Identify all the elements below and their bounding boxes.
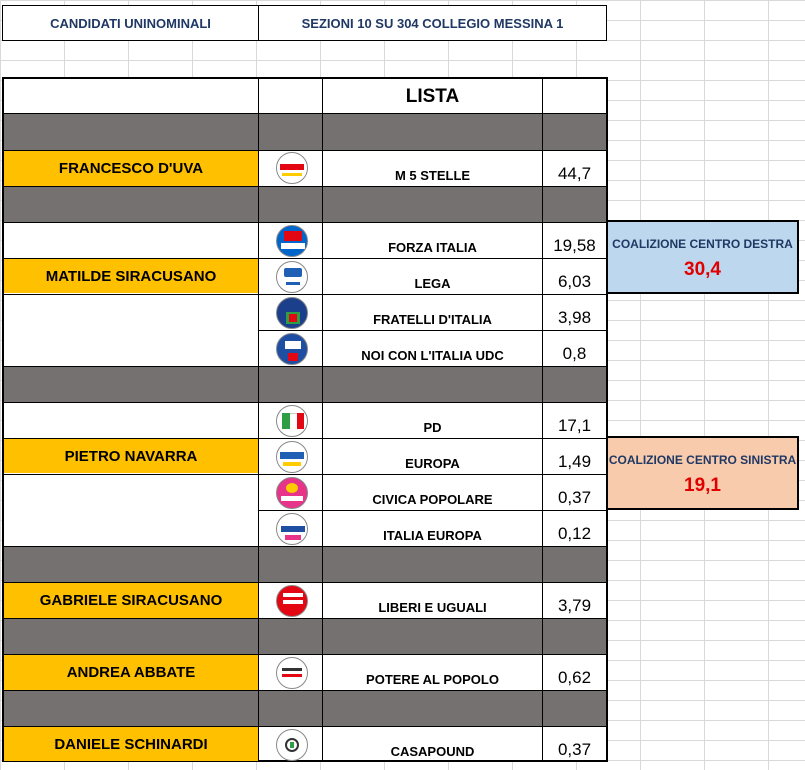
party-name <box>323 655 542 690</box>
separator-row <box>4 546 606 582</box>
party-value-text: 0,62 <box>557 668 592 687</box>
movimento-5-stelle-logo <box>276 152 308 184</box>
party-value-text: 0,12 <box>557 524 592 543</box>
party-value-text: 1,49 <box>557 452 592 471</box>
party-name <box>323 295 542 330</box>
party-value-text: 19,58 <box>553 236 596 255</box>
section-header <box>258 5 607 41</box>
civica-popolare-logo <box>276 477 308 509</box>
party-name-text: LIBERI E UGUALI <box>378 600 487 615</box>
party-name-text: LEGA <box>414 276 451 291</box>
candidate-cell <box>4 727 258 761</box>
party-name-text: CASAPOUND <box>390 744 475 759</box>
party-value-text: 44,7 <box>557 164 592 183</box>
fratelli-ditalia-logo <box>276 297 308 329</box>
party-value-text: 3,79 <box>557 596 592 615</box>
forza-italia-logo <box>276 225 308 257</box>
potere-al-popolo-logo <box>276 657 308 689</box>
separator-row <box>4 366 606 402</box>
party-name <box>323 403 542 438</box>
party-value-text: 0,8 <box>562 344 587 363</box>
party-name-text: EUROPA <box>405 456 460 471</box>
party-name-text: M 5 STELLE <box>394 168 471 183</box>
separator-row <box>4 618 606 654</box>
piu-europa-logo <box>276 441 308 473</box>
coalition-sinistra-value: 19,1 <box>684 475 721 496</box>
party-name <box>323 583 542 618</box>
lista-header <box>323 80 542 113</box>
candidate-name: GABRIELE SIRACUSANO <box>39 592 223 609</box>
party-name-text: FORZA ITALIA <box>388 240 477 255</box>
separator-row <box>4 690 606 726</box>
party-value-text: 3,98 <box>557 308 592 327</box>
party-value <box>543 151 606 186</box>
party-value <box>543 295 606 330</box>
party-name <box>323 475 542 510</box>
column-divider <box>258 78 259 761</box>
candidate-cell <box>4 259 258 293</box>
party-value <box>543 403 606 438</box>
noi-con-litalia-logo <box>276 333 308 365</box>
party-value-text: 6,03 <box>557 272 592 291</box>
party-value <box>543 331 606 366</box>
party-name <box>323 259 542 294</box>
candidate-name: DANIELE SCHINARDI <box>54 735 208 753</box>
candidate-name: ANDREA ABBATE <box>66 664 196 681</box>
candidate-cell <box>4 655 258 690</box>
casapound-logo <box>276 729 308 761</box>
party-value-text: 0,37 <box>557 740 592 759</box>
pd-logo <box>276 405 308 437</box>
party-name-text: CIVICA POPOLARE <box>372 492 493 507</box>
separator-row <box>4 186 606 222</box>
party-value <box>543 223 606 258</box>
party-value-text: 0,37 <box>557 488 592 507</box>
liberi-e-uguali-logo <box>276 585 308 617</box>
party-name-text: NOI CON L'ITALIA UDC <box>361 348 504 363</box>
lega-logo <box>276 261 308 293</box>
party-name-text: PD <box>423 420 442 435</box>
coalition-destra-value: 30,4 <box>684 259 721 280</box>
coalition-sinistra-box <box>606 436 799 510</box>
party-name <box>323 439 542 474</box>
party-value <box>543 583 606 618</box>
insieme-logo <box>276 513 308 545</box>
coalition-sinistra-label: COALIZIONE CENTRO SINISTRA <box>608 453 797 467</box>
party-name <box>323 331 542 366</box>
party-value <box>543 511 606 546</box>
party-name <box>323 511 542 546</box>
separator-row <box>4 114 606 150</box>
party-name-text: ITALIA EUROPA <box>383 528 482 543</box>
lista-header-text: LISTA <box>405 85 460 107</box>
section-header-text: SEZIONI 10 SU 304 COLLEGIO MESSINA 1 <box>301 15 564 31</box>
coalition-destra-label: COALIZIONE CENTRO DESTRA <box>612 237 793 251</box>
party-value <box>543 259 606 294</box>
party-name <box>323 223 542 258</box>
candidates-header <box>2 5 259 41</box>
candidate-cell <box>4 583 258 618</box>
candidate-cell <box>4 151 258 186</box>
candidates-header-text: CANDIDATI UNINOMINALI <box>50 15 211 31</box>
party-name <box>323 151 542 186</box>
party-name <box>323 727 542 762</box>
party-value <box>543 475 606 510</box>
candidate-cell <box>4 439 258 473</box>
coalition-destra-box <box>606 220 799 294</box>
candidate-name: MATILDE SIRACUSANO <box>45 267 217 285</box>
candidate-name: FRANCESCO D'UVA <box>58 160 204 177</box>
party-value <box>543 727 606 762</box>
candidate-name: PIETRO NAVARRA <box>64 447 198 465</box>
party-value <box>543 439 606 474</box>
party-name-text: FRATELLI D'ITALIA <box>373 312 492 327</box>
party-value-text: 17,1 <box>557 416 592 435</box>
party-value <box>543 655 606 690</box>
party-name-text: POTERE AL POPOLO <box>366 672 499 687</box>
